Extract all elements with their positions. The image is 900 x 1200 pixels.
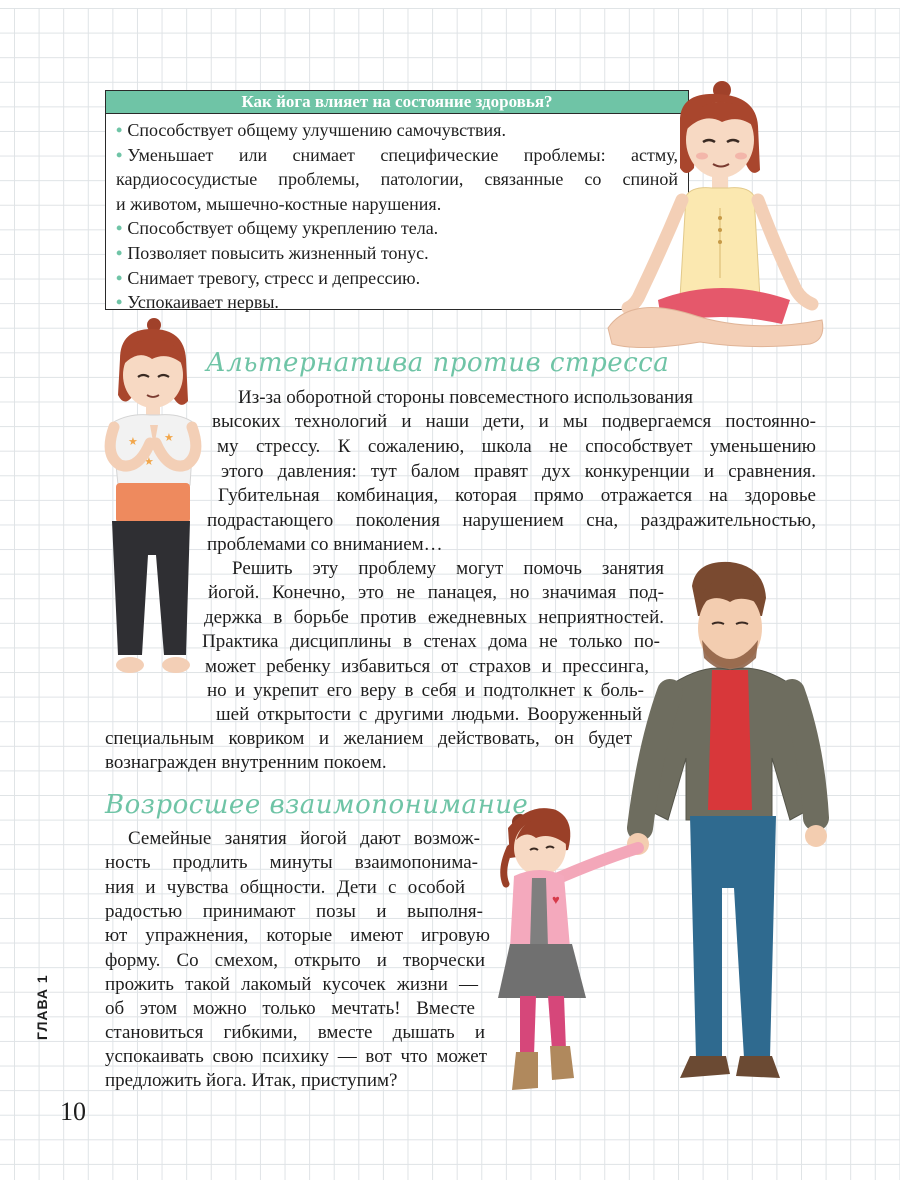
paragraph-line: ют упражнения, которые имеют игровую xyxy=(105,925,490,946)
bullet-icon: • xyxy=(116,120,123,140)
yoga-health-box-title: Как йога влияет на состояние здоровья? xyxy=(106,91,688,114)
bullet-icon: • xyxy=(116,218,123,239)
list-item: • Уменьшает или снимает специфические проблемы: астму, xyxy=(116,144,678,165)
paragraph-line: этого давления: тут балом правят дух конкуренции и сравнения. xyxy=(221,461,816,482)
paragraph-line: радостью принимают позы и выполня- xyxy=(105,901,483,922)
paragraph-line: ность продлить минуты взаимопонима- xyxy=(105,852,478,873)
paragraph-line: но и укрепит его веру в себя и подтолкнет к боль- xyxy=(207,680,644,701)
svg-text:♥: ♥ xyxy=(552,892,560,907)
page-number: 10 xyxy=(60,1097,86,1126)
svg-text:★: ★ xyxy=(128,436,138,448)
section-heading-understanding: Возросшее взаимопонимание xyxy=(105,790,529,820)
svg-text:★: ★ xyxy=(164,432,174,444)
list-item: • Снимает тревогу, стресс и депрессию. xyxy=(116,267,421,288)
list-item-continuation: кардиососудистые проблемы, патологии, связанные со спиной xyxy=(116,169,678,190)
girl-lotus-pose-illustration xyxy=(600,78,830,353)
bullet-icon: • xyxy=(116,292,123,313)
paragraph-line: шей открытости с другими людьми. Вооруженный xyxy=(216,704,642,725)
paragraph-line: успокаивать свою психику — вот что может xyxy=(105,1046,487,1067)
bullet-icon: • xyxy=(116,267,123,288)
paragraph-line: Решить эту проблему могут помочь занятия xyxy=(232,558,664,579)
paragraph-line: Семейные занятия йогой дают возмож- xyxy=(128,828,480,849)
paragraph-line: форму. Со смехом, открыто и творчески xyxy=(105,950,485,971)
paragraph-line: подрастающего поколения нарушением сна, раздражительностью, xyxy=(207,510,816,531)
paragraph-line: йогой. Конечно, это не панацея, но значимая под- xyxy=(208,582,664,603)
paragraph-line: прожить такой лакомый кусочек жизни — xyxy=(105,974,478,995)
paragraph-line: становиться гибкими, вместе дышать и xyxy=(105,1022,485,1043)
paragraph-line: Практика дисциплины в стенах дома не только по- xyxy=(202,631,660,652)
paragraph-line: ния и чувства общности. Дети с особой xyxy=(105,877,465,898)
list-item: • Способствует общему укреплению тела. xyxy=(116,218,439,239)
bullet-icon: • xyxy=(116,144,123,165)
chapter-label: ГЛАВА 1 xyxy=(34,974,50,1040)
paragraph-line: Из-за оборотной стороны повсеместного использования xyxy=(238,387,694,408)
paragraph-line: держка в борьбе против ежедневных неприятностей. xyxy=(204,607,664,628)
bottom-margin xyxy=(0,1180,900,1200)
paragraph-line: специальным ковриком и желанием действовать, он будет xyxy=(105,728,632,749)
section-heading-stress: Альтернатива против стресса xyxy=(206,348,670,378)
paragraph-line: предложить йога. Итак, приступим? xyxy=(105,1070,398,1091)
list-item: • Способствует общему улучшению самочувствия. xyxy=(116,120,506,140)
paragraph-line: Губительная комбинация, которая прямо отражается на здоровье xyxy=(218,485,816,506)
top-margin xyxy=(0,0,900,8)
girl-standing-prayer-illustration xyxy=(98,315,203,685)
paragraph-line: вознагражден внутренним покоем. xyxy=(105,752,387,773)
paragraph-line: высоких технологий и наши дети, и мы подвергаемся постоянно- xyxy=(212,411,816,432)
paragraph-line: может ребенку избавиться от страхов и прессинга, xyxy=(205,656,649,677)
paragraph-line: об этом можно только мечтать! Вместе xyxy=(105,998,475,1019)
list-item: • Успокаивает нервы. xyxy=(116,292,279,313)
svg-text:★: ★ xyxy=(144,456,154,468)
paragraph-line: му стрессу. К сожалению, школа не способствует уменьшению xyxy=(217,436,816,457)
bullet-icon: • xyxy=(116,242,123,263)
paragraph-line: проблемами со вниманием… xyxy=(207,534,443,555)
list-item: • Позволяет повысить жизненный тонус. xyxy=(116,242,429,263)
list-item-continuation: и животом, мышечно-костные нарушения. xyxy=(116,193,442,214)
